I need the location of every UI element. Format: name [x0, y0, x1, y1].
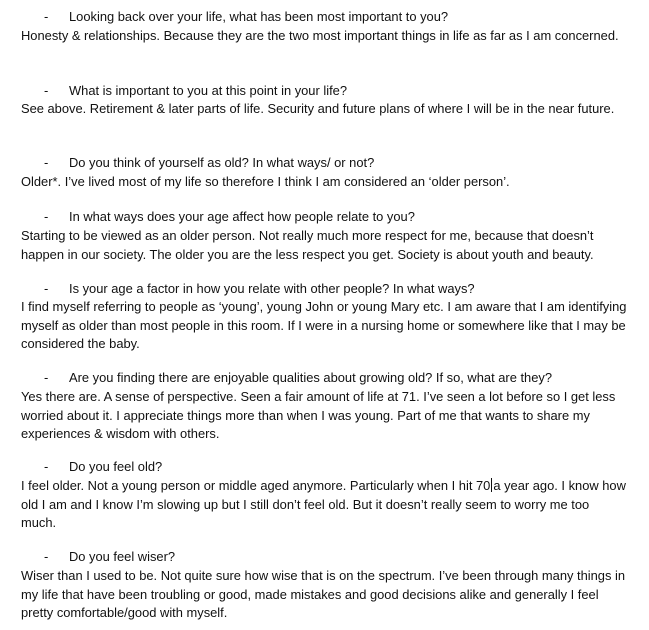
answer-5: I find myself referring to people as ‘young’, young John or young Mary etc. I am aware that I am identifying myself as older than most people in this room. If I were in a nursing home or somewhere like that I may be considered the baby.: [21, 299, 627, 352]
answer-4: Starting to be viewed as an older person. Not really much more respect for me, because that doesn’t happen in our society. The older you are the less respect you get. Society is about youth and beauty.: [21, 228, 594, 262]
bullet-dash: -: [44, 155, 49, 170]
question-1: Looking back over your life, what has been most important to you?: [69, 9, 449, 24]
bullet-dash: -: [44, 459, 49, 474]
answer-7-before-cursor: I feel older. Not a young person or middle aged anymore. Particularly when I hit 70: [21, 478, 491, 493]
bullet-dash: -: [44, 281, 49, 296]
question-8: Do you feel wiser?: [69, 549, 176, 564]
question-3: Do you think of yourself as old? In what ways/ or not?: [69, 155, 375, 170]
answer-7-after-cursor: a year ago. I know how old I am and I know I’m slowing up but I still don’t feel old. But it doesn’t really seem to worry me too much.: [21, 478, 626, 531]
question-2: What is important to you at this point in your life?: [69, 83, 347, 98]
bullet-dash: -: [44, 9, 49, 24]
question-5: Is your age a factor in how you relate with other people? In what ways?: [69, 281, 475, 296]
bullet-dash: -: [44, 209, 49, 224]
answer-8: Wiser than I used to be. Not quite sure how wise that is on the spectrum. I’ve been through many things in my life that have been troubling or good, made mistakes and good decisions alike and generally I feel pretty comfortable/good with myself.: [21, 568, 626, 621]
question-6: Are you finding there are enjoyable qualities about growing old? If so, what are they?: [69, 370, 552, 385]
answer-6: Yes there are. A sense of perspective. Seen a fair amount of life at 71. I’ve seen a lot before so I get less worried about it. I appreciate things more than when I was young. Part of me that wants to share my experiences & wisdom with others.: [21, 389, 616, 442]
bullet-dash: -: [44, 83, 49, 98]
answer-3: Older*. I’ve lived most of my life so therefore I think I am considered an ‘older person’.: [21, 174, 510, 189]
bullet-dash: -: [44, 370, 49, 385]
answer-1: Honesty & relationships. Because they are the two most important things in life as far as I am concerned.: [21, 28, 619, 43]
answer-2: See above. Retirement & later parts of life. Security and future plans of where I will be in the near future.: [21, 101, 615, 116]
question-7: Do you feel old?: [69, 459, 163, 474]
answer-7: [21, 477, 627, 533]
bullet-dash: -: [44, 549, 49, 564]
question-4: In what ways does your age affect how people relate to you?: [69, 209, 415, 224]
